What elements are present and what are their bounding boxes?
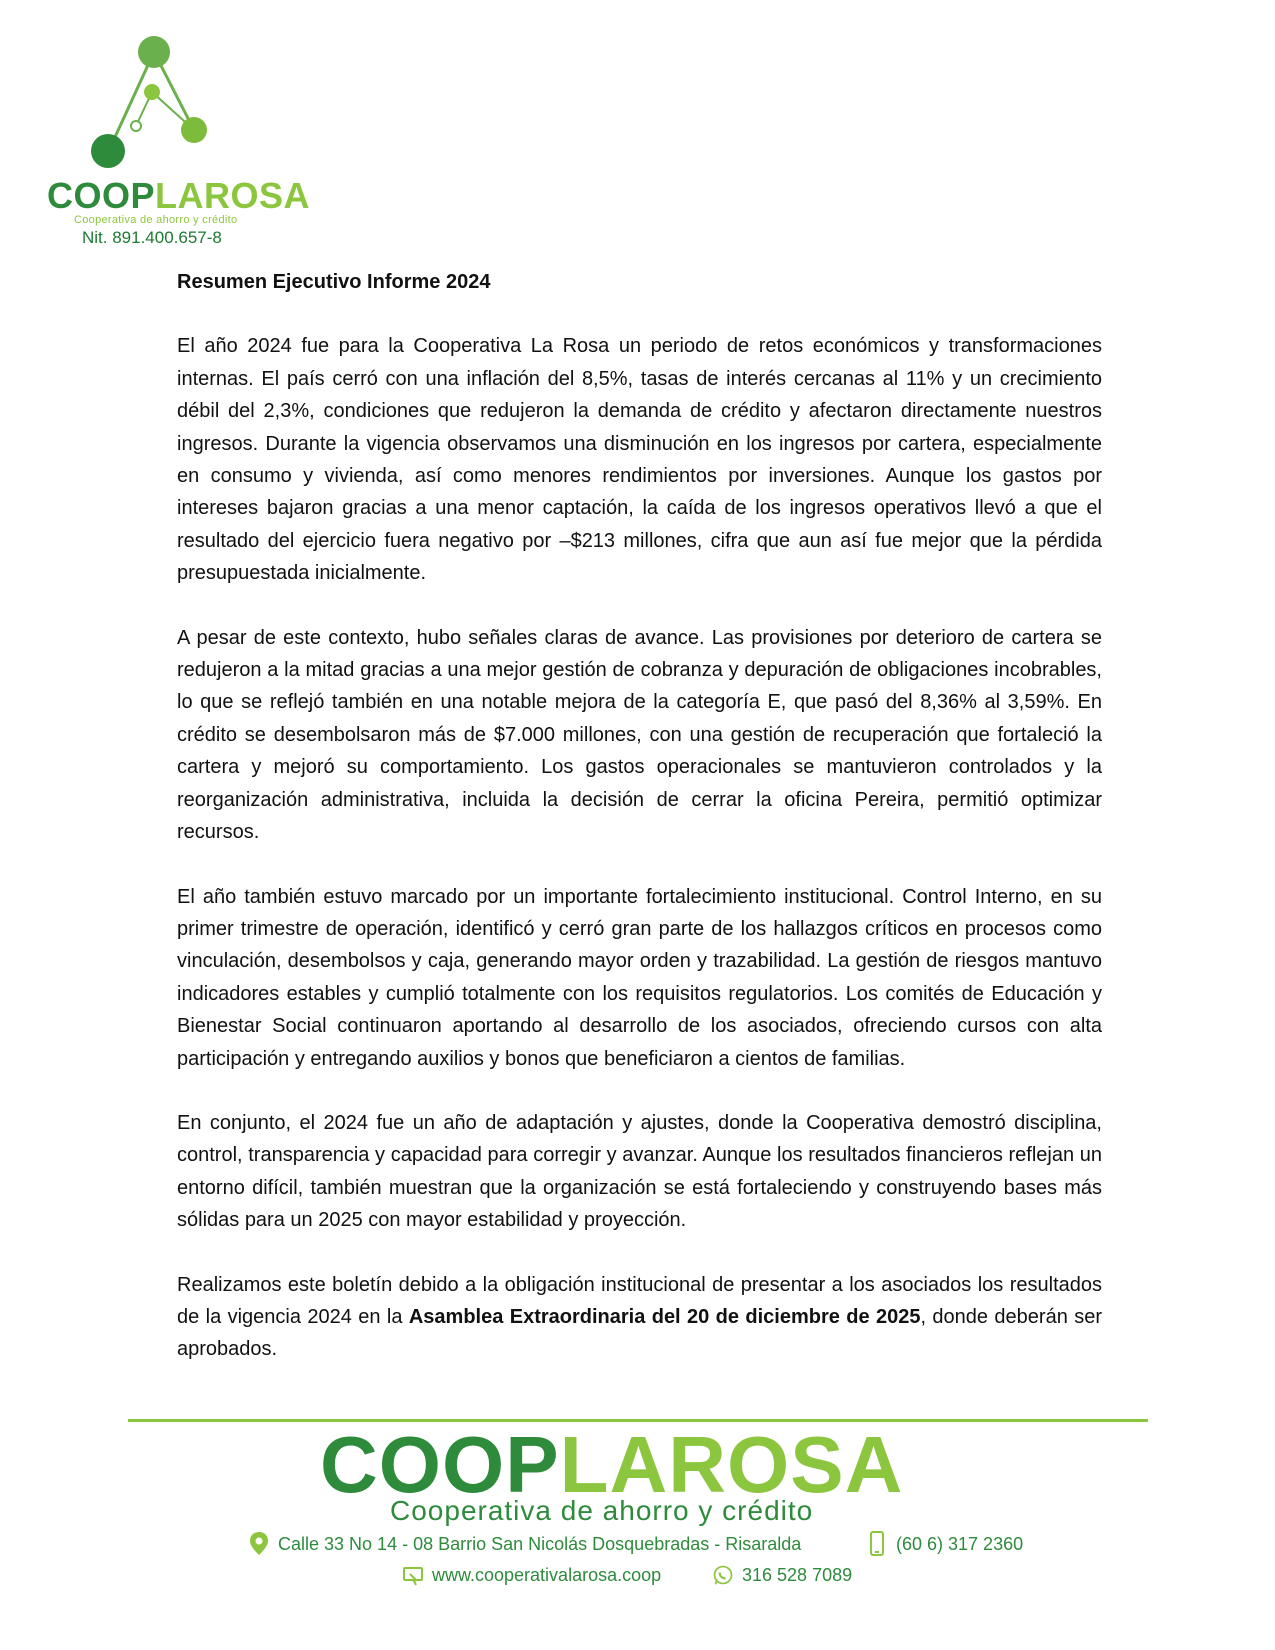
paragraph-1: El año 2024 fue para la Cooperativa La Rosa un periodo de retos económicos y transformaciones internas. El país cerró con una inflación del 8,5%, tasas de interés cercanas al 11% y un crecimiento débil del 2,3%, condiciones que redujeron la demanda de crédito y afectaron directamente nuestros ingresos. Durante la vigencia observamos una disminución en los ingresos por cartera, especialmente en consumo y vivienda, así como menores rendimientos por inversiones. Aunque los gastos por intereses bajaron gracias a una menor captación, la caída de los ingresos operativos llevó a que el resultado del ejercicio fuera negativo por –$213 millones, cifra que aun así fue mejor que la pérdida presupuestada inicialmente. (177, 335, 1102, 585)
document-body (177, 266, 1102, 1398)
footer-logo-wordmark (320, 1420, 904, 1509)
document-title: Resumen Ejecutivo Informe 2024 (177, 271, 491, 293)
paragraph-2: A pesar de este contexto, hubo señales claras de avance. Las provisiones por deterioro de cartera se redujeron a la mitad gracias a una mejor gestión de cobranza y depuración de obligaciones incobrables, lo que se reflejó también en una notable mejora de la categoría E, que pasó del 8,36% al 3,59%. En crédito se desembolsaron más de $7.000 millones, con una gestión de recuperación que fortaleció la cartera y mejoró su comportamiento. Los gastos operacionales se mantuvieron controlados y la reorganización administrativa, incluida la decisión de cerrar la oficina Pereira, permitió optimizar recursos. (177, 626, 1102, 844)
footer-coop-text: COOP (320, 1420, 560, 1509)
cooplarosa-logo-icon (80, 30, 220, 180)
footer-mobile (712, 1562, 852, 1588)
footer-tagline: Cooperativa de ahorro y crédito (390, 1495, 814, 1526)
website-link[interactable]: www.cooperativalarosa.coop (432, 1564, 662, 1585)
logo-subtitle: Cooperativa de ahorro y crédito (74, 214, 238, 226)
mobile-text: 316 528 7089 (742, 1564, 853, 1585)
web-icon (402, 1562, 424, 1588)
logo-coop-text: COOP (47, 175, 156, 216)
address-text: Calle 33 No 14 - 08 Barrio San Nicolás Dosquebradas - Risaralda (278, 1533, 802, 1554)
whatsapp-icon (712, 1562, 734, 1588)
closing-text-post: , donde deberán ser aprobados. (177, 1305, 1102, 1361)
header-logo-wordmark (47, 175, 311, 216)
footer-landline (866, 1531, 1023, 1557)
landline-text: (60 6) 317 2360 (896, 1533, 1024, 1554)
footer-larosa-text: LAROSA (559, 1420, 904, 1509)
nit-number: Nit. 891.400.657-8 (82, 228, 222, 247)
footer-address (248, 1531, 801, 1557)
closing-text-bold: Asamblea Extraordinaria del 20 de diciembre de 2025 (408, 1305, 921, 1328)
logo-larosa-text: LAROSA (155, 175, 311, 216)
paragraph-4: En conjunto, el 2024 fue un año de adaptación y ajustes, donde la Cooperativa demostró disciplina, control, transparencia y capacidad para corregir y avanzar. Aunque los resultados financieros reflejan un entorno difícil, también muestran que la organización se está fortaleciendo y construyendo bases más sólidas para un 2025 con mayor estabilidad y proyección. (177, 1111, 1102, 1232)
phone-icon (866, 1531, 888, 1557)
closing-text-pre: Realizamos este boletín debido a la obligación institucional de presentar a los asociados los resultados de la vigencia 2024 en la (177, 1273, 1102, 1328)
footer-website (402, 1562, 661, 1588)
paragraph-closing (177, 1269, 1102, 1366)
paragraph-3: El año también estuvo marcado por un importante fortalecimiento institucional. Control Interno, en su primer trimestre de operación, identificó y cerró gran parte de los hallazgos críticos en procesos como vinculación, desembolsos y caja, generando mayor orden y trazabilidad. La gestión de riesgos mantuvo indicadores estables y cumplió totalmente con los requisitos regulatorios. Los comités de Educación y Bienestar Social continuaron aportando al desarrollo de los asociados, ofreciendo cursos con alta participación y entregando auxilios y bonos que beneficiaron a cientos de familias. (177, 885, 1102, 1070)
location-pin-icon (248, 1531, 270, 1557)
